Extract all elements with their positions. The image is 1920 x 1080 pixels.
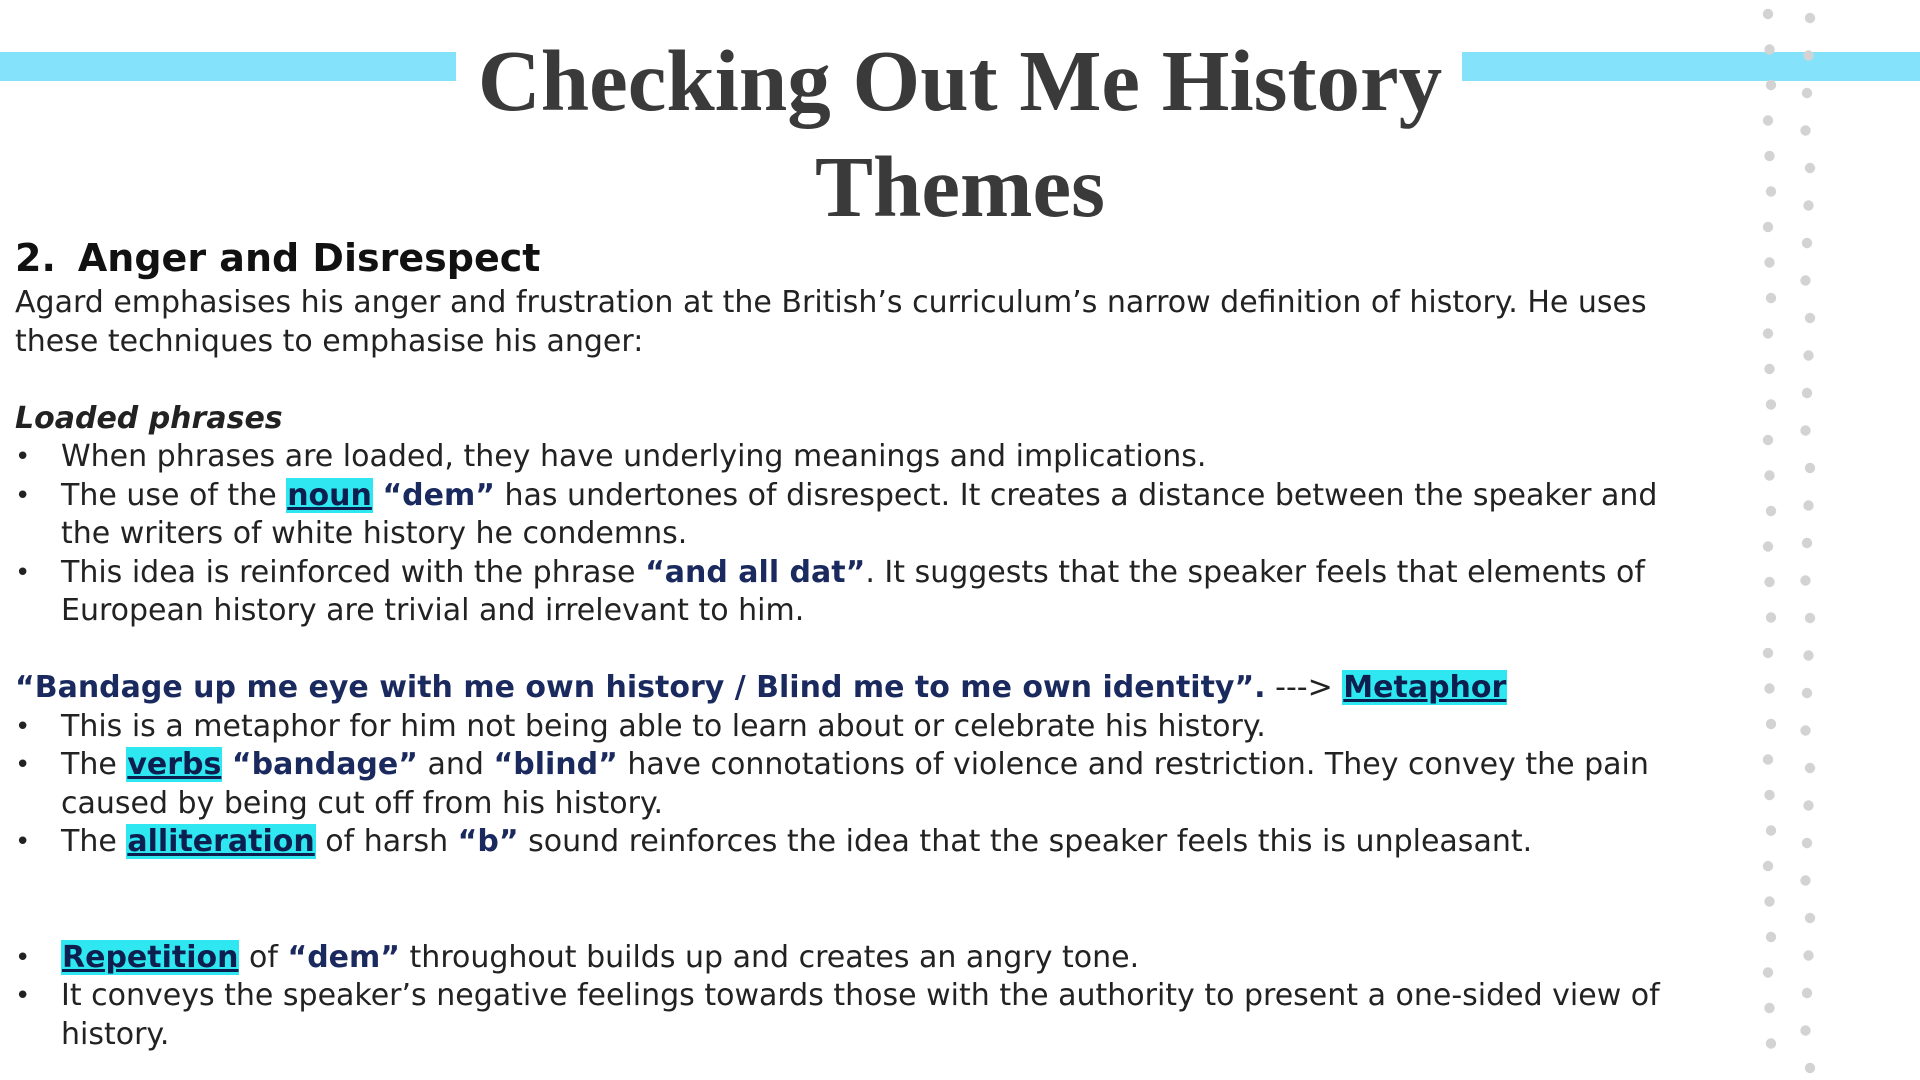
decorative-dot [1803,200,1813,210]
list-item: • The alliteration of harsh “b” sound reinforces the idea that the speaker feels this is unpleasant. [15,823,1695,862]
title-line-1: Checking Out Me History [477,32,1443,129]
quote-and-all-dat: “and all dat” [645,554,866,590]
highlight-alliteration: alliteration [127,824,315,859]
decorative-dot [1763,222,1773,232]
decorative-dot [1802,688,1812,698]
section-title: Anger and Disrespect [77,236,541,280]
decorative-dot [1766,932,1776,942]
decorative-dot-border [1740,0,1830,1080]
decorative-dot [1800,725,1810,735]
bandage-quote: “Bandage up me eye with me own history / Blind me to me own identity”. [15,670,1266,705]
decorative-dot [1763,541,1773,551]
decorative-dot [1803,50,1813,60]
decorative-dot [1763,754,1773,764]
slide-content [15,232,1695,1054]
quote-dem: “dem” [382,477,495,513]
quote-b: “b” [457,824,519,859]
decorative-dot [1805,613,1815,623]
decorative-dot [1800,275,1810,285]
decorative-dot [1764,683,1774,693]
quote-bandage: “bandage” [231,747,418,782]
decorative-dot [1764,364,1774,374]
list-item: • The use of the noun “dem” has undertones of disrespect. It creates a distance between the speaker and the writers of white history he condemns. [15,477,1695,554]
decorative-dot [1766,186,1776,196]
decorative-dot [1803,350,1813,360]
page-title [330,28,1590,240]
repetition-list [15,939,1695,1055]
highlight-repetition: Repetition [62,939,239,975]
decorative-dot [1802,88,1812,98]
intro-paragraph: Agard emphasises his anger and frustration at the British’s curriculum’s narrow definition of history. He uses these techniques to emphasise his anger: [15,285,1647,359]
decorative-dot [1764,577,1774,587]
decorative-dot [1803,500,1813,510]
decorative-dot [1763,115,1773,125]
list-item: • This is a metaphor for him not being able to learn about or celebrate his history. [15,708,1695,747]
decorative-dot [1803,650,1813,660]
decorative-dot [1800,875,1810,885]
loaded-phrases-list [15,438,1695,631]
decorative-dot [1800,425,1810,435]
decorative-dot [1805,1063,1815,1073]
decorative-dot [1764,257,1774,267]
decorative-dot [1763,648,1773,658]
decorative-dot [1800,1025,1810,1035]
decorative-dot [1766,719,1776,729]
decorative-dot [1805,163,1815,173]
decorative-dot [1764,470,1774,480]
decorative-dot [1766,612,1776,622]
quote-dem-2: “dem” [287,939,400,975]
highlight-noun: noun [287,477,372,513]
arrow-text: ---> [1265,670,1343,705]
decorative-dot [1803,950,1813,960]
decorative-dot [1763,967,1773,977]
decorative-dot [1766,1038,1776,1048]
decorative-dot [1805,463,1815,473]
list-item: • It conveys the speaker’s negative feelings towards those with the authority to present a one-sided view of history. [15,977,1695,1054]
decorative-dot [1763,861,1773,871]
metaphor-list [15,708,1695,862]
list-item: • When phrases are loaded, they have underlying meanings and implications. [15,438,1695,477]
decorative-dot [1802,988,1812,998]
decorative-dot [1763,9,1773,19]
decorative-dot [1766,825,1776,835]
highlight-metaphor: Metaphor [1343,670,1507,705]
decorative-dot [1802,538,1812,548]
list-item: • The verbs “bandage” and “blind” have connotations of violence and restriction. They convey the pain caused by being cut off from his history. [15,746,1695,823]
loaded-phrases-subheading: Loaded phrases [15,400,283,436]
highlight-verbs: verbs [127,747,222,782]
decorative-dot [1766,80,1776,90]
decorative-dot [1763,435,1773,445]
list-item: • This idea is reinforced with the phrase “and all dat”. It suggests that the speaker feels that elements of European history are trivial and irrelevant to him. [15,554,1695,631]
decorative-dot [1805,763,1815,773]
quote-blind: “blind” [493,747,618,782]
decorative-dot [1764,151,1774,161]
decorative-dot [1802,388,1812,398]
decorative-dot [1764,1003,1774,1013]
decorative-dot [1805,313,1815,323]
bandage-quote-line [15,669,1695,708]
decorative-dot [1805,13,1815,23]
decorative-dot [1800,125,1810,135]
decorative-dot [1764,896,1774,906]
decorative-dot [1802,238,1812,248]
decorative-dot [1802,838,1812,848]
decorative-dot [1764,790,1774,800]
decorative-dot [1766,399,1776,409]
decorative-dot [1763,328,1773,338]
section-number: 2. [15,236,56,280]
list-item: • Repetition of “dem” throughout builds up and creates an angry tone. [15,939,1695,978]
decorative-dot [1800,575,1810,585]
decorative-dot [1766,293,1776,303]
decorative-dot [1766,506,1776,516]
section-heading [15,232,1695,284]
decorative-dot [1803,800,1813,810]
decorative-dot [1764,44,1774,54]
title-line-2: Themes [815,138,1105,235]
decorative-dot [1805,913,1815,923]
